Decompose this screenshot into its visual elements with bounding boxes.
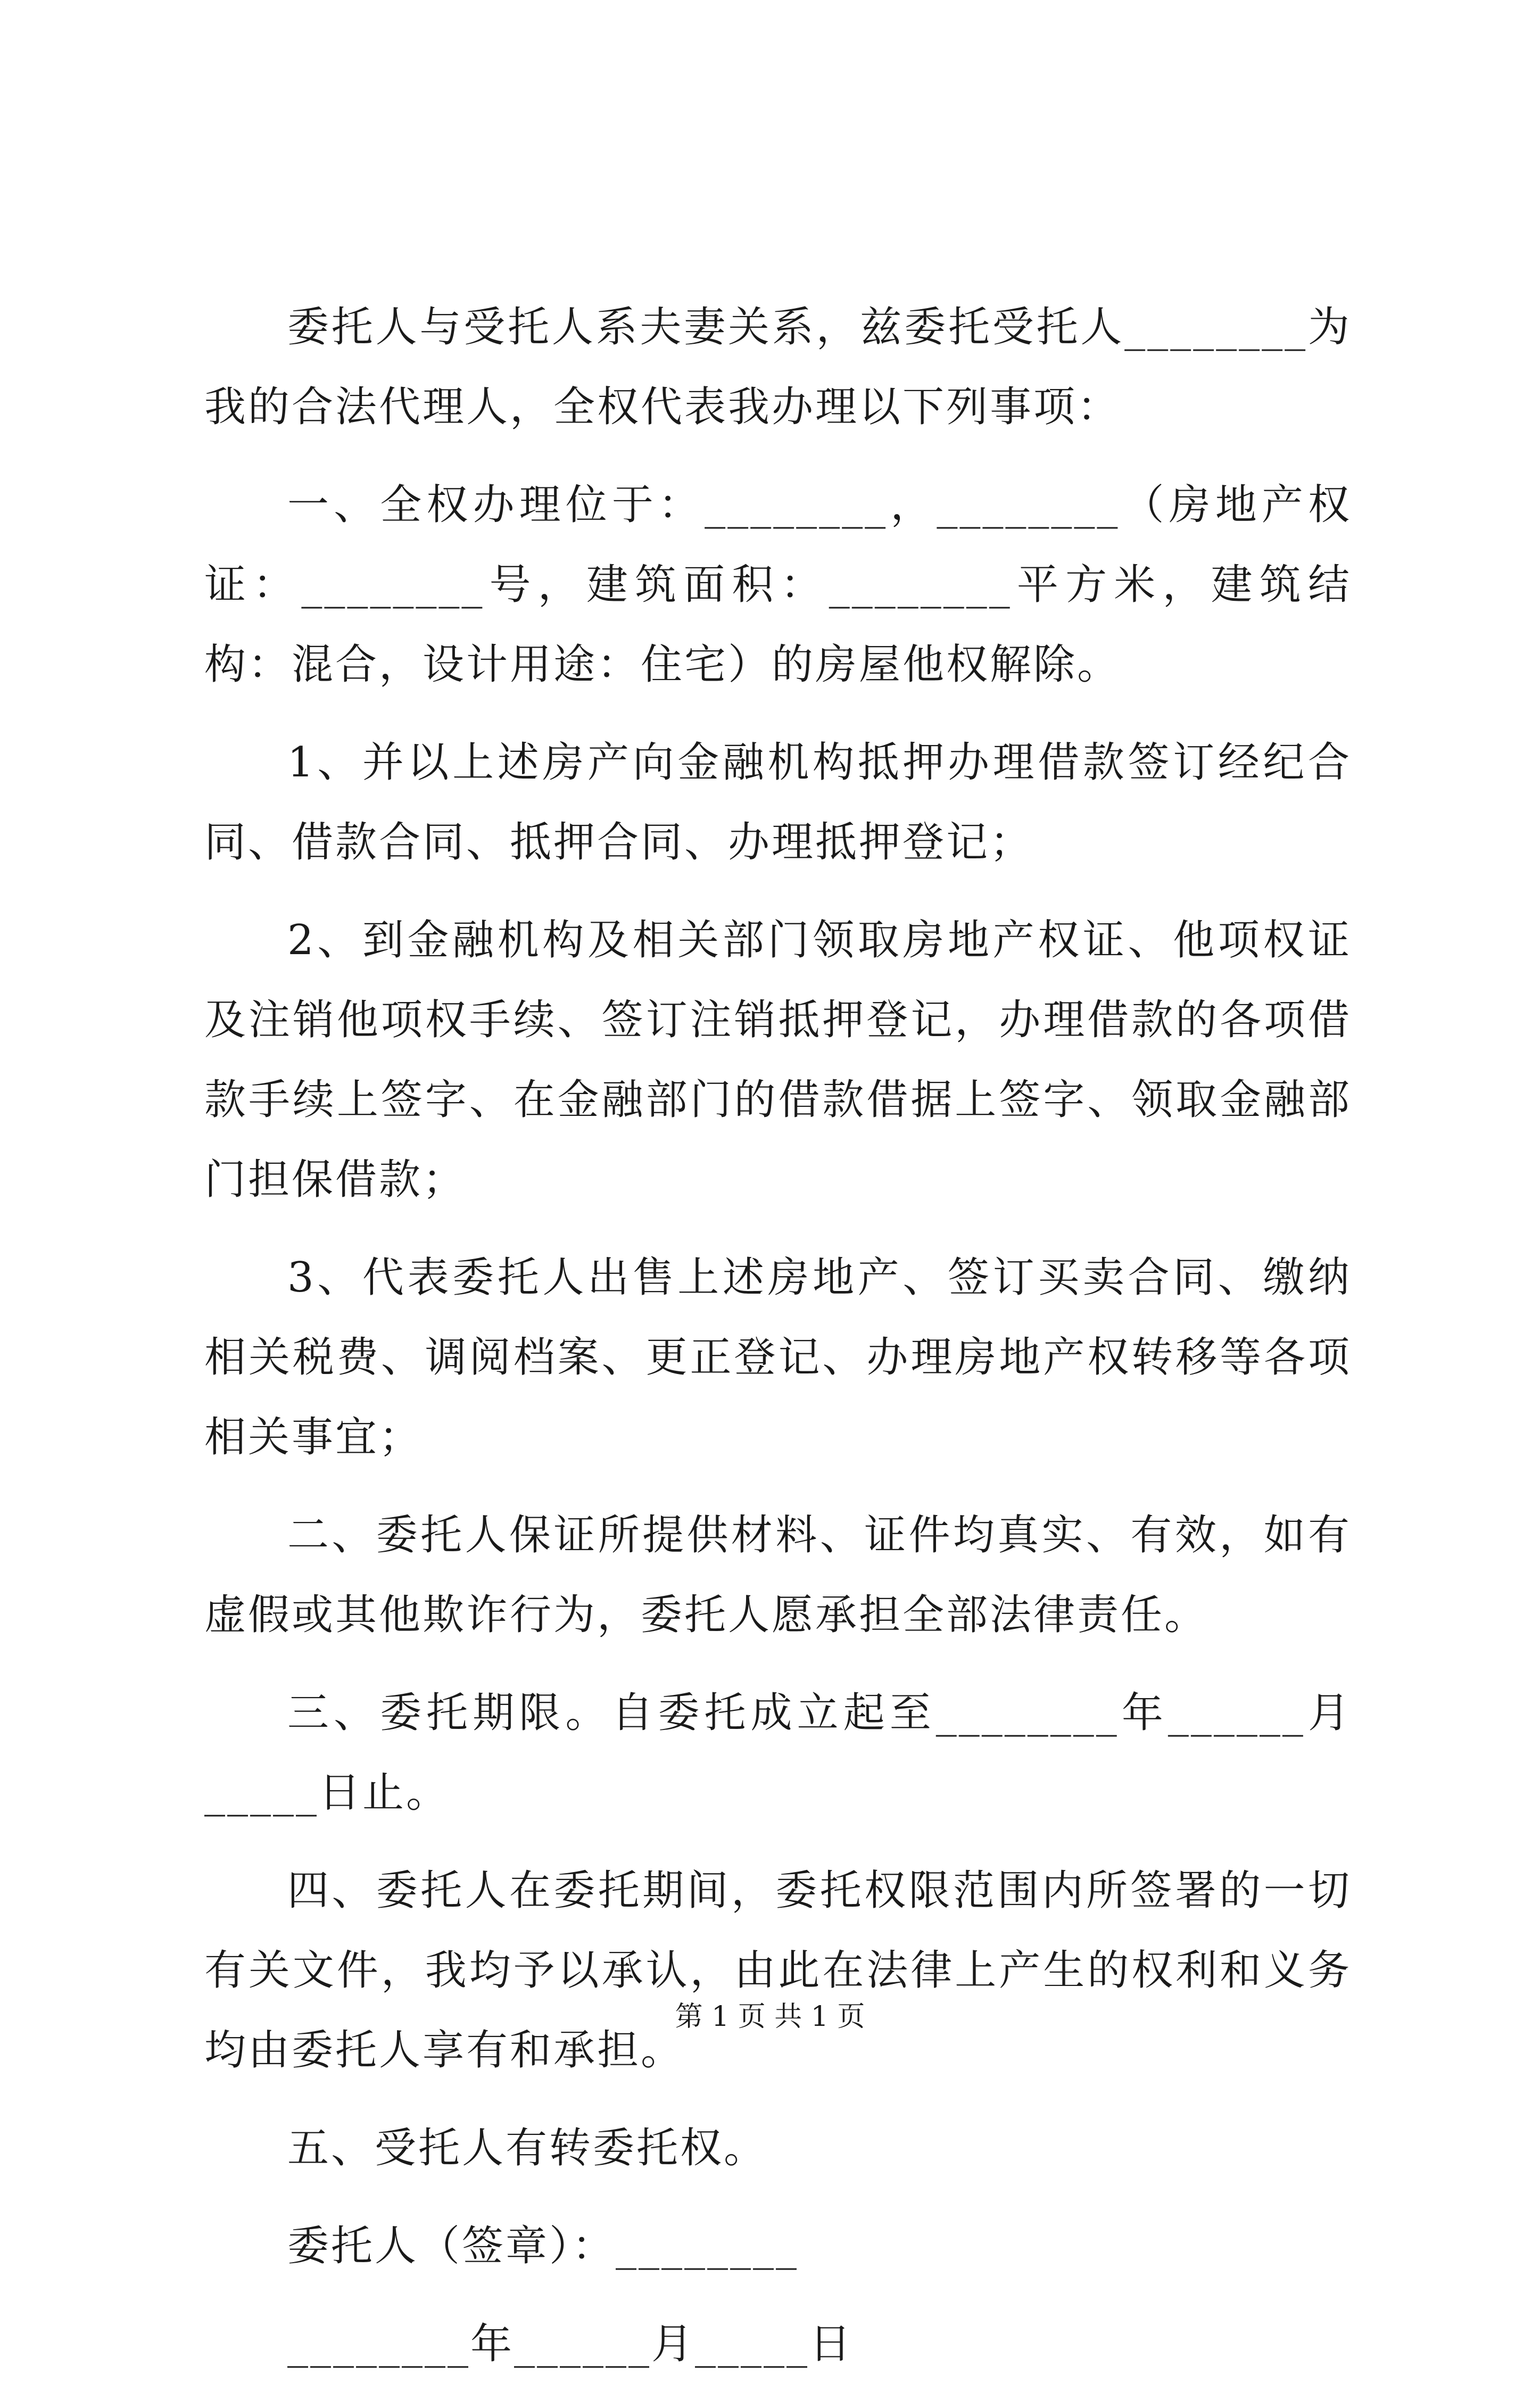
paragraph-item-4: 四、委托人在委托期间，委托权限范围内所签署的一切有关文件，我均予以承认，由此在法律上产生的权利和义务均由委托人享有和承担。 [204, 1867, 1352, 2074]
paragraph-subitem-1: 1、并以上述房产向金融机构抵押办理借款签订经纪合同、借款合同、抵押合同、办理抵押登记； [204, 739, 1352, 866]
paragraph-item-5: 五、受托人有转委托权。 [287, 2124, 768, 2172]
paragraph-item-3: 三、委托期限。自委托成立起至________年______月_____日止。 [204, 1689, 1352, 1817]
paragraph-subitem-3: 3、代表委托人出售上述房地产、签订买卖合同、缴纳相关税费、调阅档案、更正登记、办理房地产权转移等各项相关事宜； [204, 1254, 1352, 1461]
paragraph-item-1: 一、全权办理位于：________，________（房地产权证：________号，建筑面积：________平方米，建筑结构：混合，设计用途：住宅）的房屋他权解除。 [204, 481, 1352, 689]
paragraph-item-2: 二、委托人保证所提供材料、证件均真实、有效，如有虚假或其他欺诈行为，委托人愿承担全部法律责任。 [204, 1511, 1352, 1639]
document-body [204, 287, 1352, 2384]
paragraph-intro: 委托人与受托人系夫妻关系，兹委托受托人________为我的合法代理人，全权代表我办理以下列事项： [204, 303, 1352, 431]
page-number-footer: 第 1 页 共 1 页 [675, 2001, 865, 2033]
signature-line: 委托人（签章）：________ [287, 2222, 799, 2270]
paragraph-subitem-2: 2、到金融机构及相关部门领取房地产权证、他项权证及注销他项权手续、签订注销抵押登记，办理借款的各项借款手续上签字、在金融部门的借款借据上签字、领取金融部门担保借款； [204, 916, 1352, 1204]
signature-date: ________年______月_____日 [287, 2320, 854, 2368]
